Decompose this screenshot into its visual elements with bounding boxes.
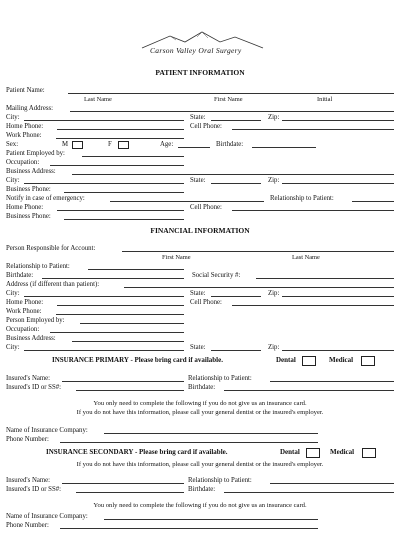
occupation-row	[0, 158, 400, 167]
zip-label: Zip:	[268, 114, 280, 121]
city-state-zip-row	[0, 113, 400, 122]
emergency-business-phone-label: Business Phone:	[6, 213, 51, 220]
age-label: Age:	[160, 141, 174, 148]
emergency-business-phone-field[interactable]	[64, 219, 184, 220]
state-field[interactable]	[211, 120, 261, 121]
secondary-company-field[interactable]	[104, 519, 318, 520]
fin-work-phone-row	[0, 307, 400, 316]
patient-name-field[interactable]	[68, 93, 394, 94]
secondary-phone-label: Phone Number:	[6, 522, 49, 529]
responsible-field[interactable]	[122, 251, 394, 252]
fin-address-field[interactable]	[124, 287, 394, 288]
fin-zip-field[interactable]	[282, 296, 394, 297]
hint-initial: Initial	[317, 96, 333, 103]
emergency-relationship-label: Relationship to Patient:	[270, 195, 334, 202]
secondary-insured-name-field[interactable]	[62, 483, 184, 484]
hint-last-name: Last Name	[84, 96, 112, 103]
employed-by-label: Patient Employed by:	[6, 150, 65, 157]
secondary-insured-name-row	[0, 476, 400, 485]
fin-birthdate-row	[0, 271, 400, 280]
emergency-row	[0, 194, 400, 203]
mailing-address-field[interactable]	[70, 111, 394, 112]
occupation-label: Occupation:	[6, 159, 40, 166]
fin-home-phone-label: Home Phone:	[6, 299, 44, 306]
secondary-dental-label: Dental	[280, 448, 300, 456]
emergency-relationship-field[interactable]	[352, 201, 394, 202]
fin-business-zip-field[interactable]	[282, 350, 394, 351]
sex-f-label: F	[108, 141, 112, 148]
sex-label: Sex:	[6, 141, 19, 148]
primary-phone-field[interactable]	[60, 442, 318, 443]
patient-name-row	[0, 86, 400, 95]
fin-ssn-field[interactable]	[256, 278, 394, 279]
fin-ssn-label: Social Security #:	[192, 272, 241, 279]
business-address-row	[0, 167, 400, 176]
fin-occupation-label: Occupation:	[6, 326, 40, 333]
fin-address-row	[0, 280, 400, 289]
home-phone-label: Home Phone:	[6, 123, 44, 130]
business-zip-label: Zip:	[268, 177, 280, 184]
secondary-insured-id-row	[0, 485, 400, 494]
fin-business-address-field[interactable]	[72, 341, 184, 342]
fin-business-city-field[interactable]	[24, 350, 184, 351]
secondary-medical-label: Medical	[330, 448, 355, 456]
emergency-cell-phone-label: Cell Phone:	[190, 204, 222, 211]
secondary-relationship-label: Relationship to Patient:	[188, 477, 252, 484]
secondary-note-dentist: If you do not have this information, please call your general dentist or the insured's employer.	[76, 461, 324, 468]
responsible-hints	[0, 253, 400, 262]
employed-by-field[interactable]	[82, 156, 184, 157]
business-state-label: State:	[190, 177, 206, 184]
work-phone-row	[0, 131, 400, 140]
fin-birthdate-label: Birthdate:	[6, 272, 34, 279]
secondary-phone-field[interactable]	[60, 528, 318, 529]
emergency-contact-label: Notify in case of emergency:	[6, 195, 85, 202]
fin-business-city-row	[0, 343, 400, 352]
patient-section-title: PATIENT INFORMATION	[155, 68, 245, 77]
fin-work-phone-field[interactable]	[56, 314, 184, 315]
secondary-dental-checkbox[interactable]	[306, 448, 320, 458]
primary-note-card: You only need to complete the following if you do not give us an insurance card.	[93, 400, 307, 407]
hint-first-name: First Name	[214, 96, 243, 103]
primary-insured-id-row	[0, 383, 400, 392]
sex-age-birthdate-row	[0, 140, 400, 149]
secondary-note-card: You only need to complete the following if you do not give us an insurance card.	[93, 502, 307, 509]
primary-note-dentist: If you do not have this information, please call your general dentist or the insured's employer.	[76, 409, 324, 416]
primary-medical-label: Medical	[329, 356, 354, 364]
home-phone-field[interactable]	[57, 129, 184, 130]
fin-business-city-label: City:	[6, 344, 20, 351]
fin-phone-row	[0, 298, 400, 307]
zip-field[interactable]	[282, 120, 394, 121]
financial-section-title: FINANCIAL INFORMATION	[150, 226, 250, 235]
primary-birthdate-field[interactable]	[224, 390, 394, 391]
fin-state-label: State:	[190, 290, 206, 297]
emergency-cell-phone-field[interactable]	[232, 210, 394, 211]
fin-employed-row	[0, 316, 400, 325]
secondary-medical-checkbox[interactable]	[362, 448, 376, 458]
city-label: City:	[6, 114, 20, 121]
insurance-primary-header	[0, 355, 400, 365]
primary-insured-name-field[interactable]	[62, 381, 184, 382]
business-zip-field[interactable]	[282, 183, 394, 184]
fin-home-phone-field[interactable]	[57, 305, 184, 306]
fin-occupation-row	[0, 325, 400, 334]
fin-relationship-row	[0, 262, 400, 271]
fin-employed-label: Person Employed by:	[6, 317, 65, 324]
fin-cell-phone-field[interactable]	[232, 305, 394, 306]
fin-relationship-label: Relationship to Patient:	[6, 263, 70, 270]
secondary-company-row	[0, 512, 400, 521]
primary-relationship-label: Relationship to Patient:	[188, 375, 252, 382]
fin-city-label: City:	[6, 290, 20, 297]
fin-business-zip-label: Zip:	[268, 344, 280, 351]
responsible-row	[0, 244, 400, 253]
fin-occupation-field[interactable]	[50, 332, 184, 333]
primary-phone-row	[0, 435, 400, 444]
patient-name-label: Patient Name:	[6, 87, 45, 94]
business-phone-row	[0, 185, 400, 194]
primary-dental-checkbox[interactable]	[302, 356, 316, 366]
secondary-insured-id-field[interactable]	[76, 492, 184, 493]
fin-city-row	[0, 289, 400, 298]
fin-business-address-label: Business Address:	[6, 335, 56, 342]
secondary-birthdate-label: Birthdate:	[188, 486, 216, 493]
city-field[interactable]	[24, 120, 184, 121]
primary-dental-label: Dental	[276, 356, 296, 364]
sex-m-checkbox[interactable]	[72, 141, 83, 149]
insurance-secondary-header	[0, 447, 400, 457]
fin-state-field[interactable]	[211, 296, 261, 297]
business-state-field[interactable]	[211, 183, 261, 184]
hint-first-name-financial: First Name	[162, 254, 191, 261]
emergency-home-phone-label: Home Phone:	[6, 204, 44, 211]
emergency-contact-field[interactable]	[110, 201, 264, 202]
primary-insured-name-label: Insured's Name:	[6, 375, 51, 382]
secondary-phone-row	[0, 521, 400, 530]
fin-employed-field[interactable]	[80, 323, 184, 324]
occupation-field[interactable]	[50, 165, 184, 166]
fin-address-label: Address (if different than patient):	[6, 281, 100, 288]
fin-relationship-field[interactable]	[88, 269, 184, 270]
business-city-row	[0, 176, 400, 185]
business-city-label: City:	[6, 177, 20, 184]
mailing-address-row	[0, 104, 400, 113]
phone-row	[0, 122, 400, 131]
cell-phone-label: Cell Phone:	[190, 123, 222, 130]
birthdate-field[interactable]	[252, 147, 316, 148]
primary-medical-checkbox[interactable]	[361, 356, 375, 366]
business-phone-label: Business Phone:	[6, 186, 51, 193]
emergency-phone-row	[0, 203, 400, 212]
primary-company-field[interactable]	[104, 433, 318, 434]
primary-company-label: Name of Insurance Company:	[6, 427, 88, 434]
fin-zip-label: Zip:	[268, 290, 280, 297]
patient-name-hints	[0, 95, 400, 104]
sex-f-checkbox[interactable]	[118, 141, 129, 149]
primary-insured-name-row	[0, 374, 400, 383]
secondary-birthdate-field[interactable]	[224, 492, 394, 493]
secondary-insured-name-label: Insured's Name:	[6, 477, 51, 484]
age-field[interactable]	[178, 147, 210, 148]
primary-relationship-field[interactable]	[270, 381, 394, 382]
secondary-company-label: Name of Insurance Company:	[6, 513, 88, 520]
business-address-label: Business Address:	[6, 168, 56, 175]
fin-birthdate-field[interactable]	[42, 278, 184, 279]
emergency-home-phone-field[interactable]	[57, 210, 184, 211]
cell-phone-field[interactable]	[232, 129, 394, 130]
primary-phone-label: Phone Number:	[6, 436, 49, 443]
emergency-business-phone-row	[0, 212, 400, 221]
hint-last-name-financial: Last Name	[292, 254, 320, 261]
business-phone-field[interactable]	[64, 192, 184, 193]
work-phone-field[interactable]	[56, 138, 184, 139]
responsible-label: Person Responsible for Account:	[6, 245, 96, 252]
primary-birthdate-label: Birthdate:	[188, 384, 216, 391]
work-phone-label: Work Phone:	[6, 132, 42, 139]
business-address-field[interactable]	[72, 174, 394, 175]
sex-m-label: M	[62, 141, 69, 148]
fin-business-state-label: State:	[190, 344, 206, 351]
primary-insured-id-field[interactable]	[76, 390, 184, 391]
fin-cell-phone-label: Cell Phone:	[190, 299, 222, 306]
fin-work-phone-label: Work Phone:	[6, 308, 42, 315]
state-label: State:	[190, 114, 206, 121]
employed-by-row	[0, 149, 400, 158]
primary-company-row	[0, 426, 400, 435]
insurance-secondary-title: INSURANCE SECONDARY - Please bring card if available.	[46, 448, 228, 456]
fin-business-address-row	[0, 334, 400, 343]
primary-insured-id-label: Insured's ID or SS#:	[6, 384, 62, 391]
practice-logo-text: Carson Valley Oral Surgery	[150, 46, 242, 55]
business-city-field[interactable]	[24, 183, 184, 184]
secondary-insured-id-label: Insured's ID or SS#:	[6, 486, 62, 493]
insurance-primary-title: INSURANCE PRIMARY - Please bring card if available.	[52, 356, 223, 364]
fin-business-state-field[interactable]	[211, 350, 261, 351]
fin-city-field[interactable]	[24, 296, 184, 297]
secondary-relationship-field[interactable]	[270, 483, 394, 484]
birthdate-label: Birthdate:	[216, 141, 244, 148]
mailing-address-label: Mailing Address:	[6, 105, 54, 112]
